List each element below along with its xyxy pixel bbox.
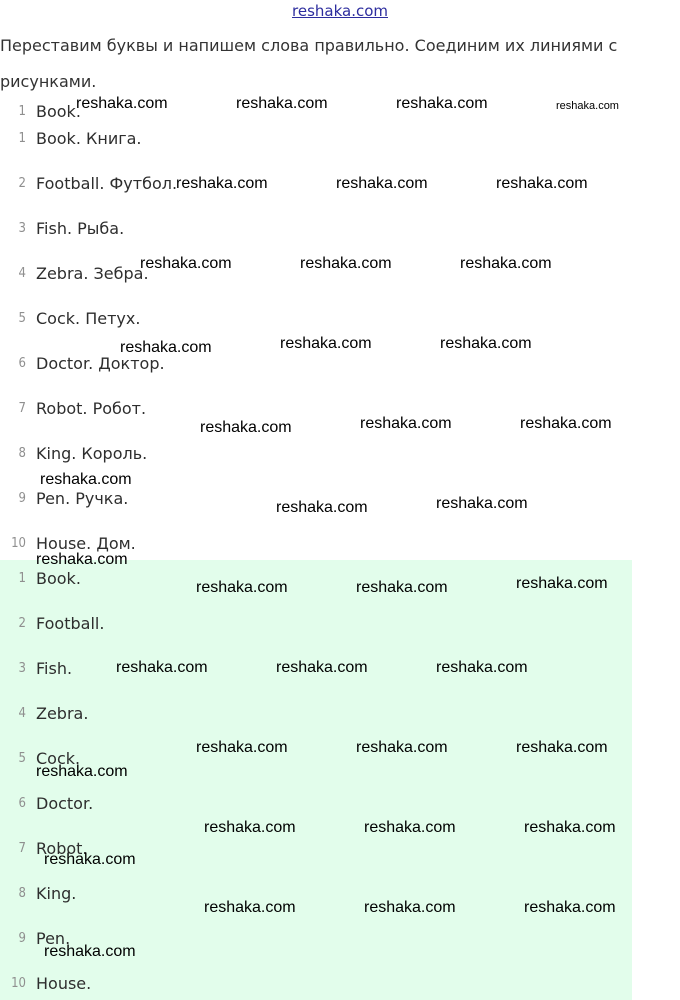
item-number: 8	[18, 885, 26, 901]
watermark: reshaka.com	[140, 255, 232, 272]
watermark: reshaka.com	[236, 95, 328, 112]
item-number: 1	[18, 570, 26, 586]
item-text: King. Король.	[36, 443, 148, 463]
item-text: Football. Футбол.	[36, 173, 178, 193]
item-number: 6	[18, 795, 26, 811]
watermark: reshaka.com	[196, 579, 288, 596]
watermark: reshaka.com	[40, 471, 132, 488]
watermark: reshaka.com	[396, 95, 488, 112]
watermark: reshaka.com	[44, 943, 136, 960]
watermark: reshaka.com	[460, 255, 552, 272]
watermark: reshaka.com	[496, 175, 588, 192]
item-number: 2	[18, 615, 26, 631]
watermark: reshaka.com	[524, 819, 616, 836]
list-item	[0, 970, 91, 996]
item-number: 7	[18, 840, 26, 856]
item-number: 7	[18, 400, 26, 416]
watermark: reshaka.com	[556, 100, 619, 112]
watermark: reshaka.com	[276, 659, 368, 676]
watermark: reshaka.com	[300, 255, 392, 272]
watermark: reshaka.com	[356, 579, 448, 596]
item-number: 3	[18, 220, 26, 236]
item-text: Book.	[36, 568, 81, 588]
list-item	[0, 700, 88, 726]
item-text: Book. Книга.	[36, 128, 142, 148]
item-number: 10	[11, 975, 26, 991]
item-number: 8	[18, 445, 26, 461]
item-text: Pen.	[36, 928, 71, 948]
watermark: reshaka.com	[364, 819, 456, 836]
watermark: reshaka.com	[516, 575, 608, 592]
item-number: 6	[18, 355, 26, 371]
item-text: House. Дом.	[36, 533, 136, 553]
watermark: reshaka.com	[36, 763, 128, 780]
list-item	[0, 98, 81, 124]
task-instruction: Переставим буквы и напишем слова правильно. Соединим их линиями с рисунками.	[0, 36, 618, 91]
item-text: Football.	[36, 613, 105, 633]
list-item	[0, 305, 140, 331]
item-text: Cock.	[36, 748, 81, 768]
item-text: Fish.	[36, 658, 73, 678]
watermark: reshaka.com	[120, 339, 212, 356]
item-number: 4	[18, 705, 26, 721]
list-item	[0, 440, 147, 466]
item-text: Zebra. Зебра.	[36, 263, 149, 283]
item-text: Pen. Ручка.	[36, 488, 129, 508]
item-number: 1	[18, 130, 26, 146]
list-item	[0, 880, 76, 906]
item-text: Book.	[36, 101, 81, 121]
item-number: 4	[18, 265, 26, 281]
item-text: King.	[36, 883, 77, 903]
watermark: reshaka.com	[200, 419, 292, 436]
item-text: Doctor.	[36, 793, 94, 813]
watermark: reshaka.com	[280, 335, 372, 352]
item-number: 2	[18, 175, 26, 191]
item-number: 9	[18, 490, 26, 506]
watermark: reshaka.com	[436, 659, 528, 676]
watermark: reshaka.com	[356, 739, 448, 756]
item-text: Robot.	[36, 838, 88, 858]
item-text: Cock. Петух.	[36, 308, 141, 328]
watermark: reshaka.com	[440, 335, 532, 352]
list-item	[0, 655, 72, 681]
watermark: reshaka.com	[36, 551, 128, 568]
item-number: 5	[18, 750, 26, 766]
watermark: reshaka.com	[204, 899, 296, 916]
watermark: reshaka.com	[196, 739, 288, 756]
item-number: 5	[18, 310, 26, 326]
list-item	[0, 170, 177, 196]
watermark: reshaka.com	[516, 739, 608, 756]
watermark: reshaka.com	[524, 899, 616, 916]
watermark: reshaka.com	[276, 499, 368, 516]
list-item	[0, 215, 124, 241]
watermark: reshaka.com	[176, 175, 268, 192]
item-number: 10	[11, 535, 26, 551]
list-item	[0, 260, 149, 286]
watermark: reshaka.com	[116, 659, 208, 676]
watermark: reshaka.com	[204, 819, 296, 836]
watermark: reshaka.com	[436, 495, 528, 512]
item-text: Robot. Робот.	[36, 398, 147, 418]
list-item	[0, 395, 146, 421]
list-item	[0, 610, 104, 636]
item-text: Zebra.	[36, 703, 89, 723]
watermark: reshaka.com	[44, 851, 136, 868]
list-item	[0, 125, 142, 151]
watermark: reshaka.com	[360, 415, 452, 432]
site-link[interactable]: reshaka.com	[292, 2, 388, 20]
item-text: Doctor. Доктор.	[36, 353, 165, 373]
item-number: 3	[18, 660, 26, 676]
item-number: 9	[18, 930, 26, 946]
list-item	[0, 790, 93, 816]
watermark: reshaka.com	[520, 415, 612, 432]
item-number: 1	[18, 103, 26, 119]
watermark: reshaka.com	[364, 899, 456, 916]
item-text: Fish. Рыба.	[36, 218, 125, 238]
item-text: House.	[36, 973, 92, 993]
watermark: reshaka.com	[336, 175, 428, 192]
watermark: reshaka.com	[76, 95, 168, 112]
